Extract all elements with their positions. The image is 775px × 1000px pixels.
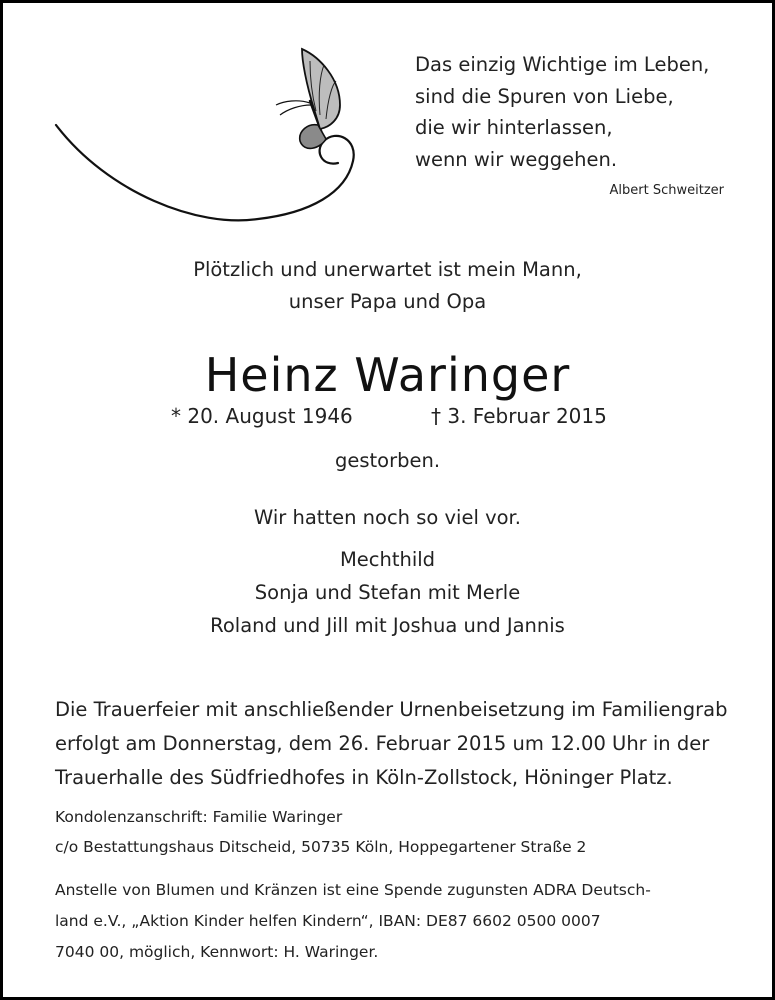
condolence-address xyxy=(55,802,735,862)
donation-line: 7040 00, möglich, Kennwort: H. Waringer. xyxy=(55,943,379,961)
quote-line: sind die Spuren von Liebe, xyxy=(415,84,674,108)
quote-block xyxy=(415,49,735,175)
quote-author: Albert Schweitzer xyxy=(609,183,724,198)
death-date: † 3. Februar 2015 xyxy=(431,404,607,428)
funeral-line: Die Trauerfeier mit anschließender Urnenbeisetzung im Familiengrab xyxy=(55,698,728,721)
donation-line: Anstelle von Blumen und Kränzen ist eine Spende zugunsten ADRA Deutsch- xyxy=(55,881,651,899)
donation-notice xyxy=(55,875,735,968)
deceased-name: Heinz Waringer xyxy=(204,348,571,402)
funeral-line: erfolgt am Donnerstag, dem 26. Februar 2015 um 12.00 Uhr in der xyxy=(55,732,710,755)
family-list xyxy=(3,543,772,642)
family-member: Sonja und Stefan mit Merle xyxy=(254,581,521,604)
intro-text xyxy=(3,254,772,318)
quote-line: die wir hinterlassen, xyxy=(415,116,613,139)
intro-line: Plötzlich und unerwartet ist mein Mann, xyxy=(193,258,582,281)
motto-text: Wir hatten noch so viel vor. xyxy=(254,506,521,529)
quote-line: Das einzig Wichtige im Leben, xyxy=(415,53,710,76)
condolence-line: Kondolenzanschrift: Familie Waringer xyxy=(55,808,343,826)
quote-line: wenn wir weggehen. xyxy=(415,147,618,171)
butterfly-swirl-icon xyxy=(48,43,378,233)
condolence-line: c/o Bestattungshaus Ditscheid, 50735 Köln, Hoppegartener Straße 2 xyxy=(55,838,587,856)
funeral-notice xyxy=(55,693,735,795)
funeral-line: Trauerhalle des Südfriedhofes in Köln-Zollstock, Höninger Platz. xyxy=(55,766,673,789)
obituary-card xyxy=(3,3,772,997)
family-member: Mechthild xyxy=(339,548,436,571)
family-member: Roland und Jill mit Joshua und Jannis xyxy=(210,614,565,637)
birth-date: * 20. August 1946 xyxy=(171,404,353,428)
donation-line: land e.V., „Aktion Kinder helfen Kindern“, IBAN: DE87 6602 0500 0007 xyxy=(55,912,601,930)
intro-line: unser Papa und Opa xyxy=(288,290,487,313)
status-text: gestorben. xyxy=(334,449,441,472)
